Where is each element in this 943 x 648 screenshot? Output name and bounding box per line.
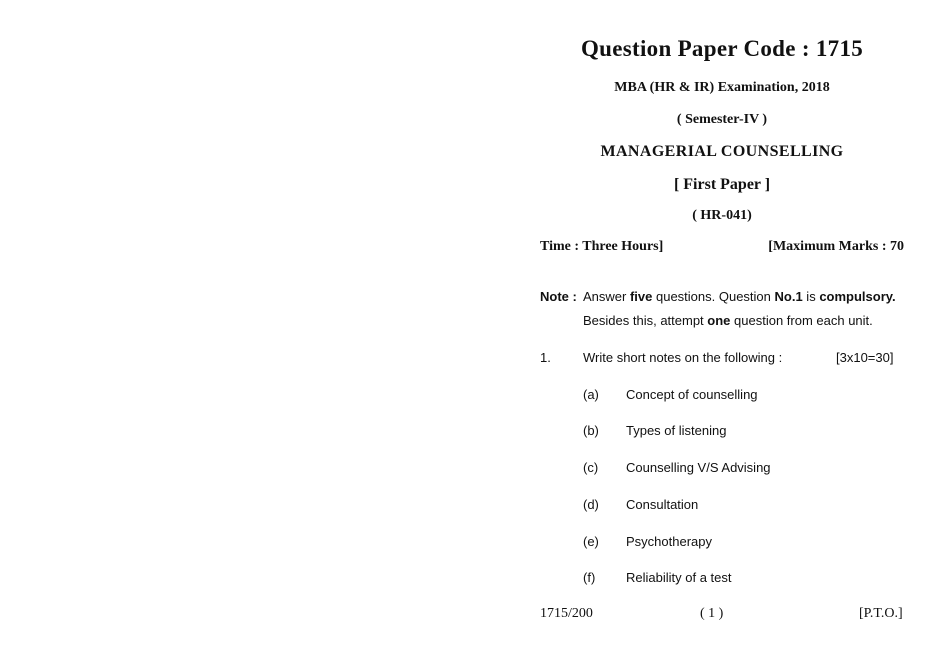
pto-label: [P.T.O.] [859, 606, 903, 621]
note-line-1: Answer five questions. Question No.1 is compulsory. [583, 289, 896, 304]
part-label: (a) [583, 387, 599, 402]
page-number: ( 1 ) [700, 606, 724, 621]
part-label: (e) [583, 534, 599, 549]
part-label: (b) [583, 423, 599, 438]
maximum-marks: [Maximum Marks : 70 [768, 239, 904, 254]
part-text: Consultation [626, 497, 699, 512]
semester: ( Semester-IV ) [676, 112, 768, 127]
part-text: Types of listening [626, 423, 727, 438]
part-label: (f) [583, 570, 596, 585]
part-text: Reliability of a test [626, 570, 732, 585]
page-title: Question Paper Code : 1715 [580, 36, 864, 61]
time-allowed: Time : Three Hours] [540, 239, 664, 254]
subject-title: MANAGERIAL COUNSELLING [600, 143, 844, 160]
question-number: 1. [540, 350, 551, 365]
course-code: ( HR-041) [692, 208, 752, 223]
note-label: Note : [540, 289, 577, 304]
footer-paper-code: 1715/200 [540, 606, 593, 621]
question-marks: [3x10=30] [836, 350, 894, 365]
part-text: Concept of counselling [626, 387, 758, 402]
part-label: (c) [583, 460, 599, 475]
note-line-2: Besides this, attempt one question from each unit. [583, 313, 873, 328]
part-label: (d) [583, 497, 599, 512]
part-text: Counselling V/S Advising [626, 460, 771, 475]
part-text: Psychotherapy [626, 534, 712, 549]
time-marks-row [540, 239, 904, 255]
question-text: Write short notes on the following : [583, 350, 783, 365]
paper-label: [ First Paper ] [673, 176, 771, 193]
exam-name: MBA (HR & IR) Examination, 2018 [614, 80, 830, 95]
